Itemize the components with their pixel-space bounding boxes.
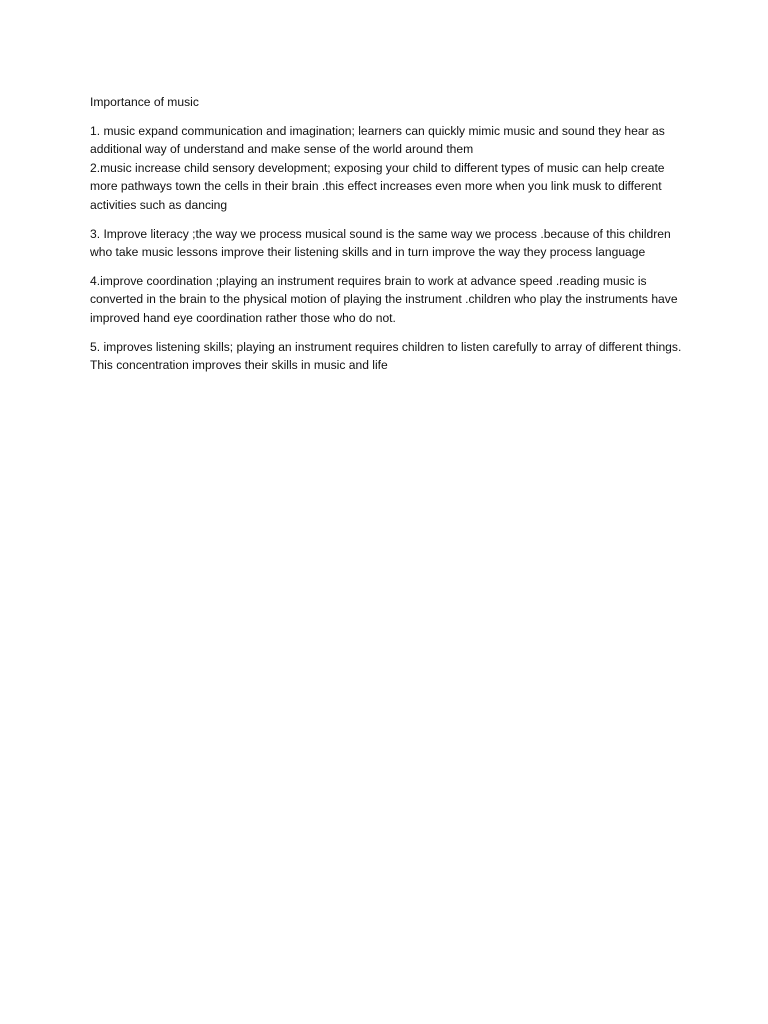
paragraph-point-3: 3. Improve literacy ;the way we process musical sound is the same way we process .because of this children who take music lessons improve their listening skills and in turn improve the way they process language <box>90 226 671 260</box>
document-title: Importance of music <box>90 95 199 109</box>
paragraph-point-5: 5. improves listening skills; playing an instrument requires children to listen carefully to array of different things. This concentration improves their skills in music and life <box>90 339 682 373</box>
document-body <box>90 93 688 385</box>
paragraph-point-1: 1. music expand communication and imagination; learners can quickly mimic music and sound they hear as additional way of understand and make sense of the world around them <box>90 123 665 157</box>
paragraph-point-4: 4.improve coordination ;playing an instrument requires brain to work at advance speed .reading music is converted in the brain to the physical motion of playing the instrument .children who play the instruments have improved hand eye coordination rather those who do not. <box>90 273 678 325</box>
paragraph-point-2: 2.music increase child sensory development; exposing your child to different types of music can help create more pathways town the cells in their brain .this effect increases even more when you link musk to different activities such as dancing <box>90 160 665 212</box>
